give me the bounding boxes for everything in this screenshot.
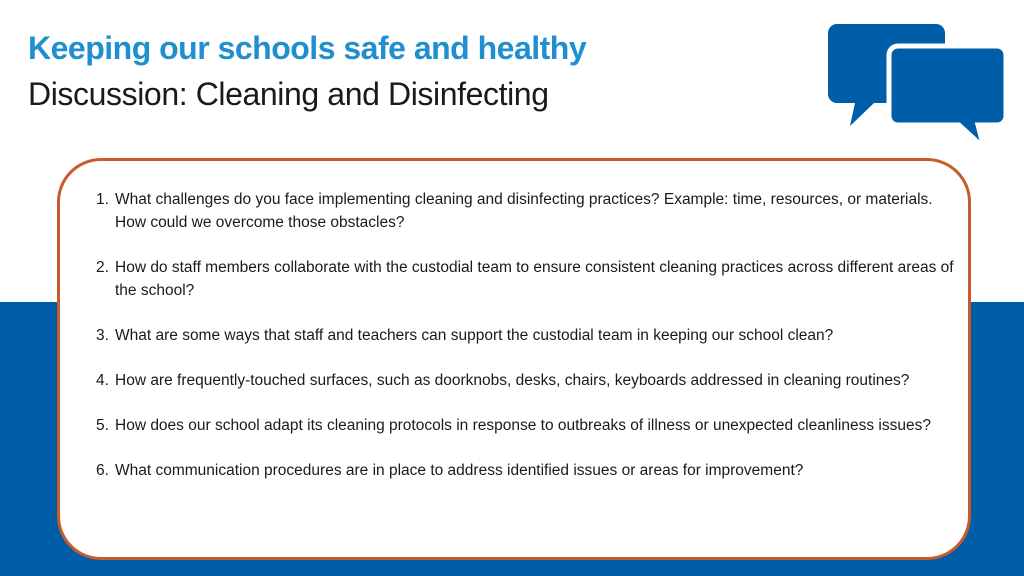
question-text: How are frequently-touched surfaces, such as doorknobs, desks, chairs, keyboards addressed in cleaning routines? — [115, 372, 910, 389]
question-text: What challenges do you face implementing cleaning and disinfecting practices? Example: time, resources, or materials. How could we overcome those obstacles? — [115, 191, 933, 231]
question-number: 2. — [96, 259, 109, 276]
question-number: 4. — [96, 372, 109, 389]
speech-bubbles-icon — [828, 24, 1008, 152]
question-number: 1. — [96, 191, 109, 208]
question-text: How do staff members collaborate with the custodial team to ensure consistent cleaning practices across different areas of the school? — [115, 259, 954, 299]
question-number: 6. — [96, 462, 109, 479]
question-list — [96, 188, 956, 482]
question-item — [96, 369, 956, 392]
page-title: Keeping our schools safe and healthy — [28, 30, 587, 66]
question-text: How does our school adapt its cleaning protocols in response to outbreaks of illness or unexpected cleanliness issues? — [115, 417, 931, 434]
question-text: What communication procedures are in place to address identified issues or areas for improvement? — [115, 462, 804, 479]
question-item — [96, 188, 956, 234]
question-text: What are some ways that staff and teachers can support the custodial team in keeping our school clean? — [115, 327, 834, 344]
question-item — [96, 256, 956, 302]
speech-bubble-front — [889, 46, 1006, 148]
question-number: 5. — [96, 417, 109, 434]
question-item — [96, 459, 956, 482]
question-item — [96, 324, 956, 347]
question-number: 3. — [96, 327, 109, 344]
question-item — [96, 414, 956, 437]
page-subtitle: Discussion: Cleaning and Disinfecting — [28, 76, 549, 112]
